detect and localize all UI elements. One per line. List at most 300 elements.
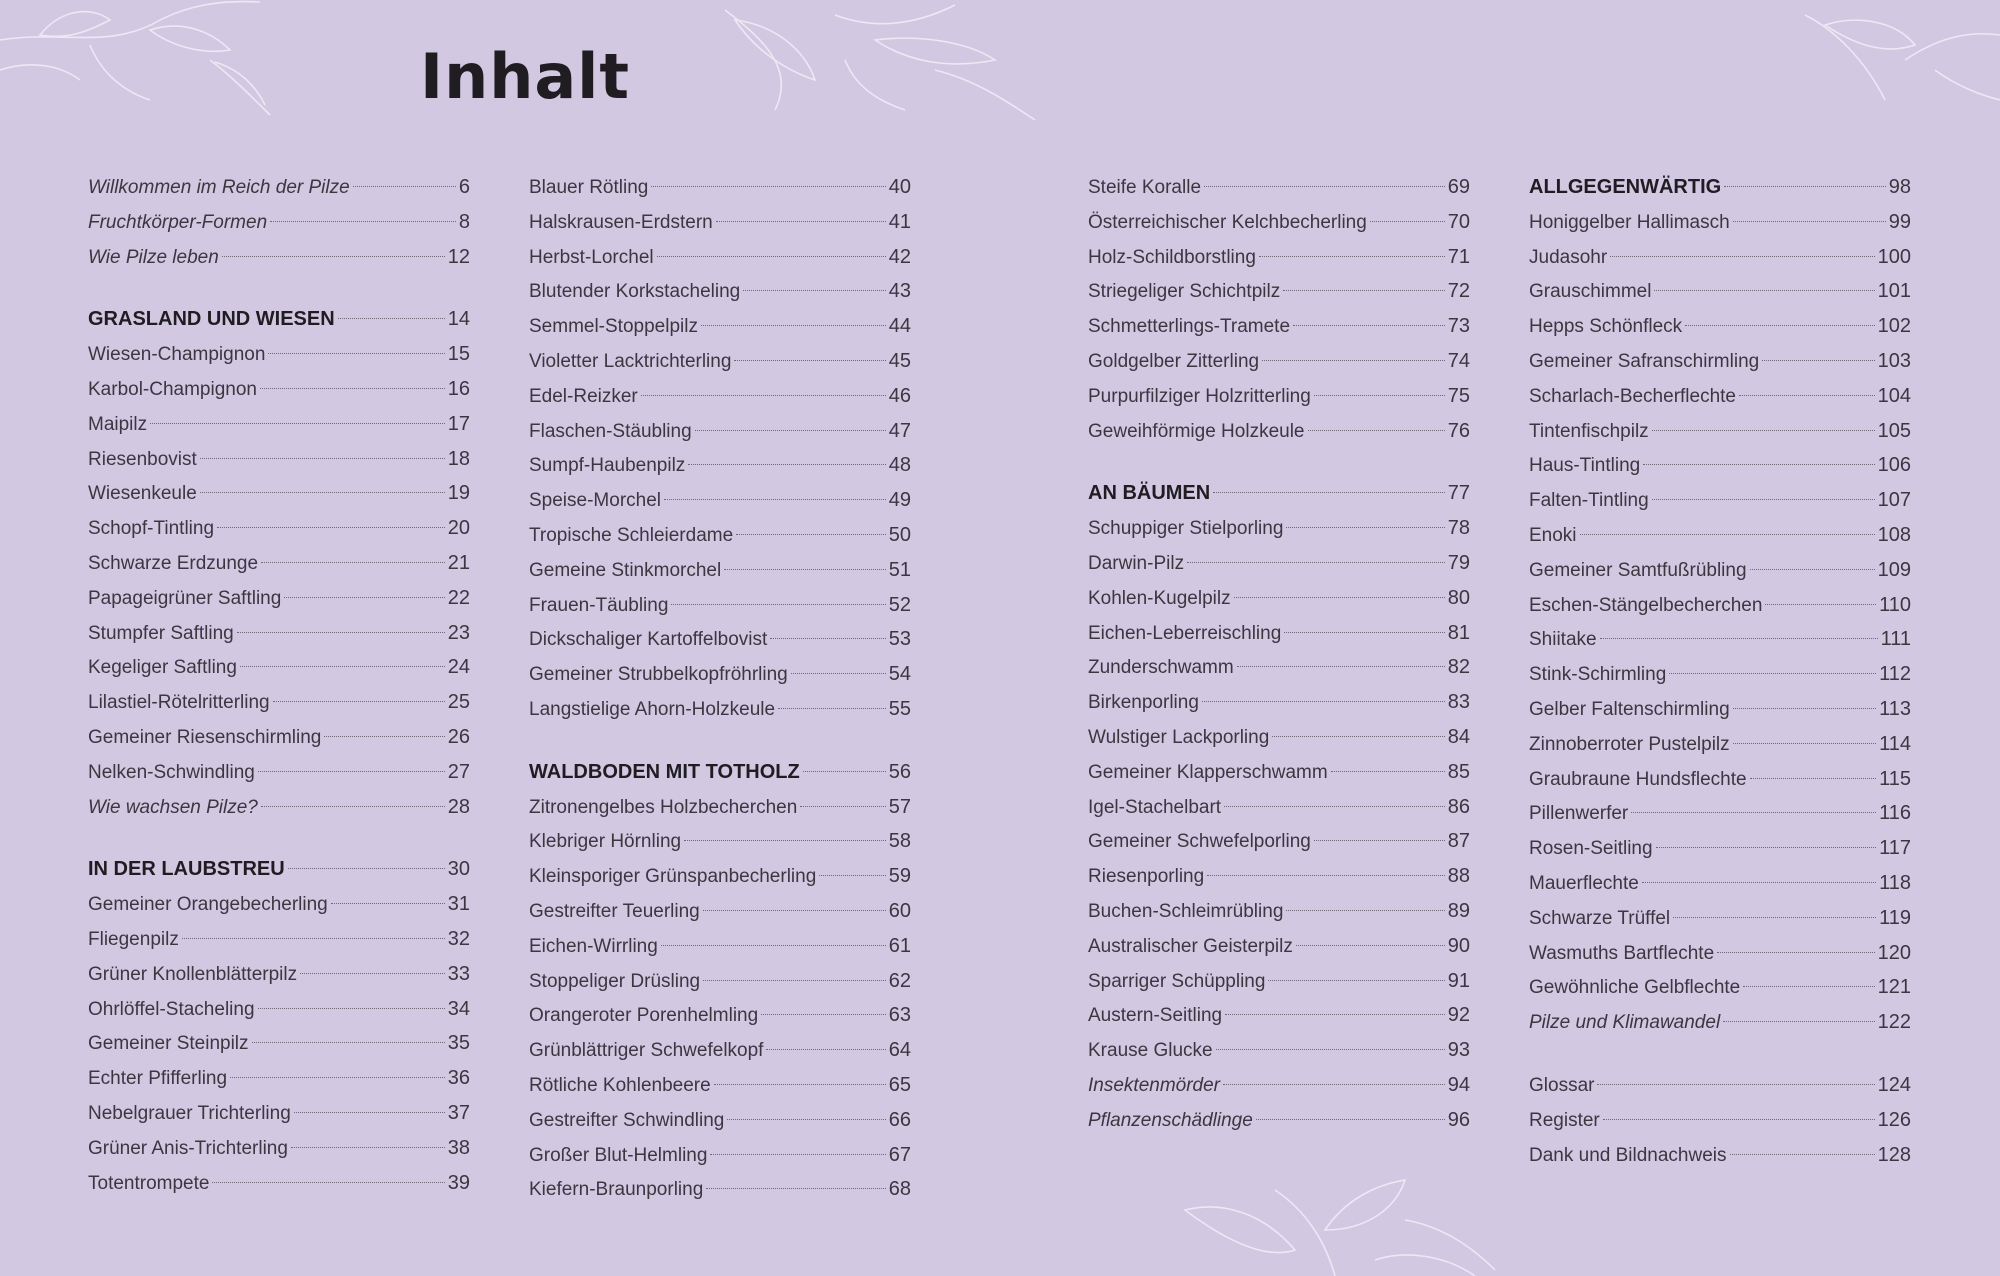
- dot-leader: [1610, 256, 1874, 257]
- toc-entry-label: Halskrausen-Erdstern: [529, 211, 713, 233]
- toc-page-number: 74: [1447, 349, 1470, 372]
- dot-leader: [819, 875, 885, 876]
- toc-entry: [88, 442, 470, 477]
- toc-page-number: 22: [447, 586, 470, 609]
- dot-leader: [1654, 290, 1874, 291]
- dot-leader: [1743, 986, 1874, 987]
- dot-leader: [710, 1154, 885, 1155]
- toc-entry: [1529, 692, 1911, 727]
- toc-entry: [1529, 588, 1911, 623]
- toc-entry: [1529, 1103, 1911, 1138]
- toc-entry-label: Schmetterlings-Tramete: [1088, 316, 1291, 338]
- toc-page-number: 26: [447, 725, 470, 748]
- toc-entry: [1088, 755, 1470, 790]
- toc-entry-label: Kiefern-Braunporling: [529, 1179, 704, 1201]
- toc-page-number: 78: [1447, 517, 1470, 540]
- toc-entry-label: Shiitake: [1529, 629, 1597, 651]
- toc-entry: [529, 859, 911, 894]
- toc-page-number: 81: [1447, 621, 1470, 644]
- toc-page-number: 51: [888, 558, 911, 581]
- toc-entry: [1088, 894, 1470, 929]
- toc-entry-label: Dickschaliger Kartoffelbovist: [529, 629, 768, 651]
- toc-section-heading: [1529, 170, 1911, 205]
- toc-entry: [529, 379, 911, 414]
- toc-entry: [1088, 824, 1470, 859]
- toc-page-number: 47: [888, 419, 911, 442]
- toc-page-number: 31: [447, 893, 470, 916]
- toc-entry-label: Glossar: [1529, 1074, 1595, 1096]
- dot-leader: [1597, 1084, 1874, 1085]
- toc-entry: [529, 998, 911, 1033]
- dot-leader: [1730, 1154, 1875, 1155]
- toc-page-number: 76: [1447, 419, 1470, 442]
- toc-entry: [529, 790, 911, 825]
- dot-leader: [1272, 736, 1444, 737]
- toc-entry: [1088, 344, 1470, 379]
- toc-entry: [1088, 581, 1470, 616]
- dot-leader: [268, 353, 444, 354]
- toc-page-number: 48: [888, 454, 911, 477]
- toc-entry: [1088, 790, 1470, 825]
- toc-page-number: 80: [1447, 586, 1470, 609]
- dot-leader: [212, 1182, 444, 1183]
- toc-entry-label: Haus-Tintling: [1529, 455, 1641, 477]
- toc-entry-label: Flaschen-Stäubling: [529, 420, 692, 442]
- toc-entry-label: Kleinsporiger Grünspanbecherling: [529, 866, 817, 888]
- toc-entry: [529, 483, 911, 518]
- toc-entry-label: AN BÄUMEN: [1088, 482, 1211, 505]
- dot-leader: [664, 499, 886, 500]
- dot-leader: [261, 806, 445, 807]
- toc-entry: [1529, 622, 1911, 657]
- toc-entry: [529, 448, 911, 483]
- toc-page-number: 94: [1447, 1073, 1470, 1096]
- toc-entry: [1529, 831, 1911, 866]
- toc-page-number: 56: [888, 760, 911, 783]
- toc-entry: [88, 1131, 470, 1166]
- toc-entry-label: Zunderschwamm: [1088, 657, 1234, 679]
- toc-entry-label: Gelber Faltenschirmling: [1529, 698, 1730, 720]
- toc-page-number: 70: [1447, 210, 1470, 233]
- toc-page-number: 98: [1888, 176, 1911, 198]
- toc-entry: [1088, 1103, 1470, 1138]
- toc-entry: [1088, 309, 1470, 344]
- toc-page-number: 18: [447, 447, 470, 470]
- toc-page-number: 55: [888, 697, 911, 720]
- toc-entry-label: Pilze und Klimawandel: [1529, 1012, 1721, 1034]
- dot-leader: [182, 938, 445, 939]
- toc-page-number: 37: [447, 1101, 470, 1124]
- dot-leader: [353, 186, 456, 187]
- toc-entry: [1088, 379, 1470, 414]
- toc-entry: [1529, 205, 1911, 240]
- dot-leader: [1314, 840, 1445, 841]
- toc-entry-label: Gemeiner Riesenschirmling: [88, 726, 322, 748]
- toc-page-number: 50: [888, 523, 911, 546]
- toc-entry: [1529, 414, 1911, 449]
- toc-entry: [1088, 414, 1470, 449]
- toc-entry-label: Gestreifter Teuerling: [529, 900, 700, 922]
- toc-entry-label: Gestreifter Schwindling: [529, 1109, 725, 1131]
- toc-entry-label: Österreichischer Kelchbecherling: [1088, 211, 1367, 233]
- toc-entry: [1529, 448, 1911, 483]
- toc-entry: [529, 240, 911, 275]
- toc-entry-label: Semmel-Stoppelpilz: [529, 316, 698, 338]
- toc-entry: [1088, 240, 1470, 275]
- toc-page-number: 71: [1447, 245, 1470, 268]
- toc-entry: [1088, 964, 1470, 999]
- toc-entry-label: Gemeiner Orangebecherling: [88, 894, 328, 916]
- toc-page-number: 118: [1879, 871, 1911, 894]
- dot-leader: [217, 527, 445, 528]
- toc-entry-label: Sumpf-Haubenpilz: [529, 455, 686, 477]
- toc-entry: [529, 1103, 911, 1138]
- toc-page-number: 114: [1879, 732, 1911, 755]
- dot-leader: [651, 186, 885, 187]
- toc-page-number: 91: [1447, 969, 1470, 992]
- toc-entry-label: Violetter Lacktrichterling: [529, 350, 732, 372]
- toc-entry: [88, 685, 470, 720]
- toc-page-number: 52: [888, 593, 911, 616]
- toc-entry: [1088, 170, 1470, 205]
- dot-leader: [331, 903, 445, 904]
- dot-leader: [1296, 945, 1445, 946]
- toc-page-number: 8: [458, 210, 470, 233]
- toc-entry-label: Enoki: [1529, 524, 1577, 546]
- toc-entry-label: Geweihförmige Holzkeule: [1088, 420, 1305, 442]
- dot-leader: [1308, 430, 1445, 431]
- toc-entry-label: Falten-Tintling: [1529, 490, 1649, 512]
- dot-leader: [258, 771, 445, 772]
- dot-leader: [1669, 673, 1876, 674]
- dot-leader: [716, 221, 886, 222]
- toc-page-number: 85: [1447, 760, 1470, 783]
- toc-page-number: 107: [1877, 489, 1911, 512]
- toc-page-number: 96: [1447, 1108, 1470, 1131]
- dot-leader: [200, 492, 445, 493]
- dot-leader: [1631, 812, 1876, 813]
- toc-entry-label: Eichen-Wirrling: [529, 935, 658, 957]
- dot-leader: [641, 395, 886, 396]
- dot-leader: [150, 423, 445, 424]
- dot-leader: [1216, 1049, 1445, 1050]
- toc-entry: [1529, 762, 1911, 797]
- toc-entry: [88, 957, 470, 992]
- toc-entry-label: Kohlen-Kugelpilz: [1088, 587, 1231, 609]
- toc-entry-label: Judasohr: [1529, 246, 1608, 268]
- toc-entry-label: Grüner Knollenblätterpilz: [88, 963, 298, 985]
- toc-entry-label: Wasmuths Bartflechte: [1529, 942, 1715, 964]
- toc-page-number: 110: [1879, 593, 1911, 616]
- toc-entry-label: Pflanzenschädlinge: [1088, 1109, 1253, 1131]
- toc-entry-label: Striegeliger Schichtpilz: [1088, 281, 1281, 303]
- dot-leader: [1717, 952, 1874, 953]
- toc-page-number: 73: [1447, 315, 1470, 338]
- dot-leader: [1283, 290, 1445, 291]
- toc-entry-label: Register: [1529, 1109, 1600, 1131]
- toc-entry-label: Großer Blut-Helmling: [529, 1144, 708, 1166]
- toc-entry: [529, 205, 911, 240]
- toc-page-number: 90: [1447, 934, 1470, 957]
- toc-entry: [1529, 901, 1911, 936]
- dot-leader: [258, 1008, 445, 1009]
- toc-page-number: 83: [1447, 691, 1470, 714]
- dot-leader: [803, 771, 886, 772]
- toc-entry-label: Goldgelber Zitterling: [1088, 350, 1260, 372]
- toc-entry: [1529, 483, 1911, 518]
- dot-leader: [288, 868, 445, 869]
- dot-leader: [1652, 499, 1875, 500]
- dot-leader: [706, 1188, 885, 1189]
- toc-page-number: 59: [888, 865, 911, 888]
- toc-entry-label: Zinnoberroter Pustelpilz: [1529, 733, 1730, 755]
- toc-entry-label: Hepps Schönfleck: [1529, 316, 1683, 338]
- toc-entry-label: Echter Pfifferling: [88, 1068, 228, 1090]
- toc-page-number: 68: [888, 1178, 911, 1201]
- toc-entry: [1088, 859, 1470, 894]
- toc-page-number: 12: [447, 245, 470, 268]
- toc-entry: [88, 511, 470, 546]
- toc-page-number: 44: [888, 315, 911, 338]
- dot-leader: [791, 673, 886, 674]
- dot-leader: [1603, 1119, 1875, 1120]
- dot-leader: [1765, 604, 1876, 605]
- dot-leader: [1642, 882, 1876, 883]
- dot-leader: [1673, 917, 1876, 918]
- floral-ornament-top-left: [0, 0, 280, 120]
- toc-entry: [1088, 546, 1470, 581]
- toc-page-number: 25: [447, 691, 470, 714]
- toc-entry-label: Wiesen-Champignon: [88, 344, 266, 366]
- toc-page-number: 24: [447, 656, 470, 679]
- toc-entry-label: Tropische Schleierdame: [529, 524, 734, 546]
- dot-leader: [661, 945, 886, 946]
- toc-page-number: 20: [447, 517, 470, 540]
- toc-entry-label: Tintenfischpilz: [1529, 420, 1649, 442]
- dot-leader: [724, 569, 886, 570]
- toc-entry: [88, 1096, 470, 1131]
- toc-entry-label: Grünblättriger Schwefelkopf: [529, 1040, 764, 1062]
- dot-leader: [736, 534, 886, 535]
- toc-page-number: 122: [1877, 1011, 1911, 1034]
- toc-page-number: 77: [1447, 482, 1470, 505]
- toc-entry-label: Insektenmörder: [1088, 1074, 1221, 1096]
- dot-leader: [1750, 778, 1877, 779]
- floral-ornament-bottom-center: [1175, 1170, 1515, 1276]
- toc-entry: [529, 824, 911, 859]
- toc-entry: [1529, 518, 1911, 553]
- dot-leader: [1656, 847, 1877, 848]
- toc-page-number: 45: [888, 349, 911, 372]
- toc-entry-label: ALLGEGENWÄRTIG: [1529, 176, 1722, 198]
- toc-entry-label: Austern-Seitling: [1088, 1005, 1223, 1027]
- toc-page-number: 100: [1877, 245, 1911, 268]
- dot-leader: [1225, 1014, 1445, 1015]
- toc-entry-label: Gemeiner Strubbelkopfröhrling: [529, 664, 788, 686]
- toc-entry: [1088, 1033, 1470, 1068]
- toc-entry: [88, 1061, 470, 1096]
- toc-entry-label: Maipilz: [88, 413, 148, 435]
- toc-entry: [88, 476, 470, 511]
- dot-leader: [237, 632, 445, 633]
- toc-page-number: 23: [447, 621, 470, 644]
- toc-entry-label: Schwarze Trüffel: [1529, 907, 1671, 929]
- dot-leader: [270, 221, 456, 222]
- toc-page-number: 103: [1877, 349, 1911, 372]
- toc-entry: [529, 964, 911, 999]
- dot-leader: [1187, 562, 1445, 563]
- dot-leader: [743, 290, 886, 291]
- toc-page-number: 75: [1447, 384, 1470, 407]
- dot-leader: [714, 1084, 886, 1085]
- toc-entry-label: Holz-Schildborstling: [1088, 246, 1256, 268]
- toc-page-number: 128: [1877, 1143, 1911, 1166]
- toc-page-number: 6: [458, 176, 470, 198]
- toc-entry-label: Riesenbovist: [88, 448, 197, 470]
- toc-page-number: 17: [447, 412, 470, 435]
- dot-leader: [1750, 569, 1875, 570]
- toc-page-number: 72: [1447, 280, 1470, 303]
- toc-entry-label: Grauschimmel: [1529, 281, 1652, 303]
- toc-entry-label: Nebelgrauer Trichterling: [88, 1102, 291, 1124]
- dot-leader: [1314, 395, 1445, 396]
- toc-entry-label: Schuppiger Stielporling: [1088, 518, 1284, 540]
- toc-entry: [529, 309, 911, 344]
- toc-page-number: 33: [447, 962, 470, 985]
- dot-leader: [703, 910, 886, 911]
- dot-leader: [1262, 360, 1445, 361]
- dot-leader: [1268, 980, 1444, 981]
- toc-entry-label: Totentrompete: [88, 1172, 210, 1194]
- toc-page-number: 115: [1879, 767, 1911, 790]
- toc-page-number: 40: [888, 176, 911, 198]
- toc-entry-label: Grüner Anis-Trichterling: [88, 1137, 288, 1159]
- toc-entry: [1529, 274, 1911, 309]
- toc-page-number: 89: [1447, 899, 1470, 922]
- dot-leader: [800, 806, 885, 807]
- floral-ornament-top-center: [715, 0, 1045, 125]
- toc-entry: [529, 1068, 911, 1103]
- dot-leader: [300, 973, 445, 974]
- toc-entry: [1529, 796, 1911, 831]
- dot-leader: [1652, 430, 1875, 431]
- toc-entry-label: Karbol-Champignon: [88, 378, 257, 400]
- toc-column-4: [1529, 170, 1911, 1172]
- toc-entry-label: Kegeliger Saftling: [88, 657, 237, 679]
- toc-entry-label: Rötliche Kohlenbeere: [529, 1074, 711, 1096]
- dot-leader: [778, 708, 886, 709]
- dot-leader: [1733, 221, 1886, 222]
- toc-entry: [1529, 1005, 1911, 1040]
- dot-leader: [688, 464, 885, 465]
- toc-entry: [1529, 936, 1911, 971]
- toc-page-number: 34: [447, 997, 470, 1020]
- toc-page-number: 82: [1447, 656, 1470, 679]
- toc-entry: [88, 372, 470, 407]
- dot-leader: [1580, 534, 1875, 535]
- dot-leader: [1234, 597, 1445, 598]
- toc-entry: [529, 414, 911, 449]
- dot-leader: [703, 980, 886, 981]
- toc-column-3: [1088, 170, 1470, 1138]
- toc-page-number: 120: [1877, 941, 1911, 964]
- toc-entry-label: Gemeiner Schwefelporling: [1088, 831, 1311, 853]
- toc-entry-label: Darwin-Pilz: [1088, 552, 1185, 574]
- dot-leader: [1733, 708, 1876, 709]
- toc-page-number: 61: [888, 934, 911, 957]
- dot-leader: [294, 1112, 445, 1113]
- toc-entry-label: Fruchtkörper-Formen: [88, 211, 268, 233]
- toc-entry: [1529, 379, 1911, 414]
- toc-entry: [88, 720, 470, 755]
- toc-entry-label: Gemeiner Steinpilz: [88, 1033, 249, 1055]
- toc-entry: [529, 1138, 911, 1173]
- toc-entry-label: Herbst-Lorchel: [529, 246, 654, 268]
- toc-entry-label: Wie wachsen Pilze?: [88, 796, 258, 818]
- toc-entry: [88, 755, 470, 790]
- dot-leader: [734, 360, 885, 361]
- toc-page-number: 112: [1879, 663, 1911, 686]
- toc-entry-label: Papageigrüner Saftling: [88, 587, 282, 609]
- toc-page-number: 27: [447, 760, 470, 783]
- toc-entry-label: Riesenporling: [1088, 866, 1205, 888]
- toc-page-number: 36: [447, 1067, 470, 1090]
- toc-entry-label: Australischer Geisterpilz: [1088, 935, 1293, 957]
- toc-entry-label: WALDBODEN MIT TOTHOLZ: [529, 760, 800, 783]
- toc-page-number: 92: [1447, 1004, 1470, 1027]
- toc-entry: [1088, 650, 1470, 685]
- dot-leader: [1286, 910, 1444, 911]
- toc-page-number: 117: [1879, 837, 1911, 860]
- dot-leader: [1223, 1084, 1445, 1085]
- toc-page-number: 46: [888, 384, 911, 407]
- toc-page-number: 87: [1447, 830, 1470, 853]
- toc-entry: [88, 616, 470, 651]
- dot-leader: [252, 1042, 445, 1043]
- toc-page-number: 49: [888, 489, 911, 512]
- toc-page-number: 64: [888, 1039, 911, 1062]
- dot-leader: [222, 256, 445, 257]
- toc-page-number: 39: [447, 1171, 470, 1194]
- toc-entry: [529, 657, 911, 692]
- toc-entry-label: Schwarze Erdzunge: [88, 552, 259, 574]
- toc-page-number: 66: [888, 1108, 911, 1131]
- toc-page-number: 62: [888, 969, 911, 992]
- dot-leader: [1224, 806, 1445, 807]
- toc-entry-label: Stoppeliger Drüsling: [529, 970, 701, 992]
- toc-entry: [1088, 511, 1470, 546]
- toc-entry: [1088, 685, 1470, 720]
- toc-entry: [88, 1166, 470, 1201]
- toc-page-number: 84: [1447, 725, 1470, 748]
- dot-leader: [1207, 875, 1445, 876]
- toc-page-number: 65: [888, 1073, 911, 1096]
- toc-entry-label: Pillenwerfer: [1529, 803, 1629, 825]
- toc-entry: [1529, 866, 1911, 901]
- toc-entry-label: Buchen-Schleimrübling: [1088, 900, 1284, 922]
- toc-entry: [529, 274, 911, 309]
- toc-column-2: [529, 170, 911, 1207]
- toc-entry-label: Ohrlöffel-Stacheling: [88, 998, 255, 1020]
- toc-entry: [529, 1172, 911, 1207]
- toc-entry: [88, 992, 470, 1027]
- toc-column-1: [88, 170, 470, 1200]
- toc-entry: [88, 790, 470, 825]
- toc-entry-label: Gemeiner Klapperschwamm: [1088, 761, 1328, 783]
- dot-leader: [657, 256, 886, 257]
- toc-section-heading: [88, 302, 470, 337]
- toc-page-number: 53: [888, 628, 911, 651]
